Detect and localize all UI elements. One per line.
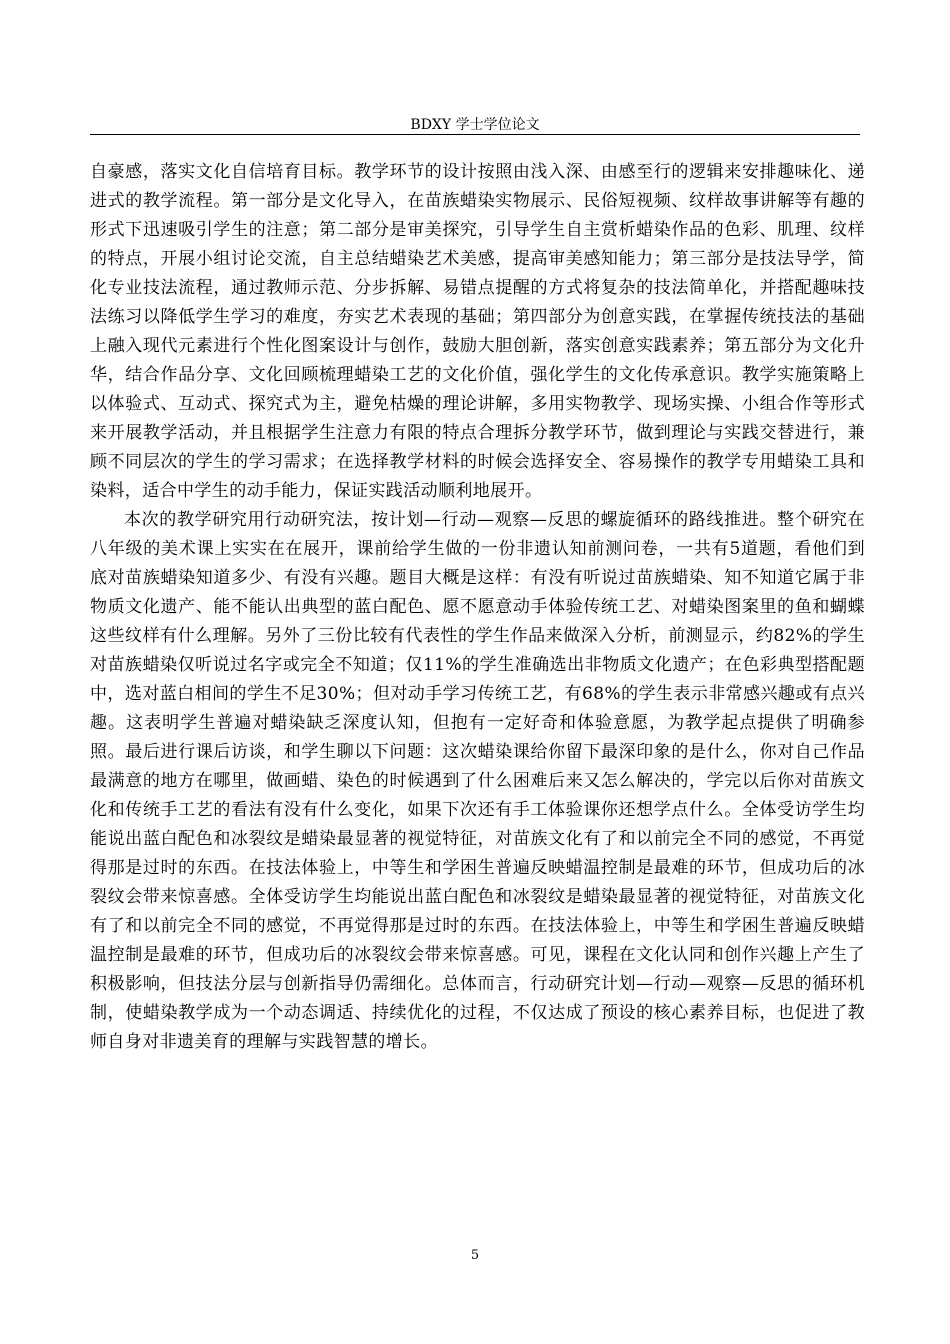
paragraph-research-method: 本次的教学研究用行动研究法，按计划—行动—观察—反思的螺旋循环的路线推进。整个研究在八年级的美术课上实实在在展开，课前给学生做的一份非遗认知前测问卷，一共有5道题，看他们到底对苗族蜡染知道多少、有没有兴趣。题目大概是这样：有没有听说过苗族蜡染、知不知道它属于非物质文化遗产、能不能认出典型的蓝白配色、愿不愿意动手体验传统工艺、对蜡染图案里的鱼和蝴蝶这些纹样有什么理解。另外了三份比较有代表性的学生作品来做深入分析，前测显示，约82%的学生对苗族蜡染仅听说过名字或完全不知道；仅11%的学生准确选出非物质文化遗产；在色彩典型搭配题中，选对蓝白相间的学生不足30%；但对动手学习传统工艺，有68%的学生表示非常感兴趣或有点兴趣。这表明学生普遍对蜡染缺乏深度认知，但抱有一定好奇和体验意愿，为教学起点提供了明确参照。最后进行课后访谈，和学生聊以下问题：这次蜡染课给你留下最深印象的是什么，你对自己作品最满意的地方在哪里，做画蜡、染色的时候遇到了什么困难后来又怎么解决的，学完以后你对苗族文化和传统手工艺的看法有没有什么变化，如果下次还有手工体验课你还想学点什么。全体受访学生均能说出蓝白配色和冰裂纹是蜡染最显著的视觉特征，对苗族文化有了和以前完全不同的感觉，不再觉得那是过时的东西。在技法体验上，中等生和学困生普遍反映蜡温控制是最难的环节，但成功后的冰裂纹会带来惊喜感。全体受访学生均能说出蓝白配色和冰裂纹是蜡染最显著的视觉特征，对苗族文化有了和以前完全不同的感觉，不再觉得那是过时的东西。在技法体验上，中等生和学困生普遍反映蜡温控制是最难的环节，但成功后的冰裂纹会带来惊喜感。可见，课程在文化认同和创作兴趣上产生了积极影响，但技法分层与创新指导仍需细化。总体而言，行动研究计划—行动—观察—反思的循环机制，使蜡染教学成为一个动态调适、持续优化的过程，不仅达成了预设的核心素养目标，也促进了教师自身对非遗美育的理解与实践智慧的增长。 <box>90 510 865 1052</box>
running-header: BDXY 学士学位论文 <box>410 117 540 133</box>
header-rule <box>90 134 860 135</box>
page-number: 5 <box>470 1248 480 1263</box>
body-text <box>90 158 865 1057</box>
paragraph-continued: 自豪感，落实文化自信培育目标。教学环节的设计按照由浅入深、由感至行的逻辑来安排趣味化、递进式的教学流程。第一部分是文化导入，在苗族蜡染实物展示、民俗短视频、纹样故事讲解等有趣的形式下迅速吸引学生的注意；第二部分是审美探究，引导学生自主赏析蜡染作品的色彩、肌理、纹样的特点，开展小组讨论交流，自主总结蜡染艺术美感，提高审美感知能力；第三部分是技法导学，简化专业技法流程，通过教师示范、分步拆解、易错点提醒的方式将复杂的技法简单化，并搭配趣味技法练习以降低学生学习的难度，夯实艺术表现的基础；第四部分为创意实践，在掌握传统技法的基础上融入现代元素进行个性化图案设计与创作，鼓励大胆创新，落实创意实践素养；第五部分为文化升华，结合作品分享、文化回顾梳理蜡染工艺的文化价值，强化学生的文化传承意识。教学实施策略上以体验式、互动式、探究式为主，避免枯燥的理论讲解，多用实物教学、现场实操、小组合作等形式来开展教学活动，并且根据学生注意力有限的特点合理拆分教学环节，做到理论与实践交替进行，兼顾不同层次的学生的学习需求；在选择教学材料的时候会选择安全、容易操作的教学专用蜡染工具和染料，适合中学生的动手能力，保证实践活动顺利地展开。 <box>90 162 865 501</box>
